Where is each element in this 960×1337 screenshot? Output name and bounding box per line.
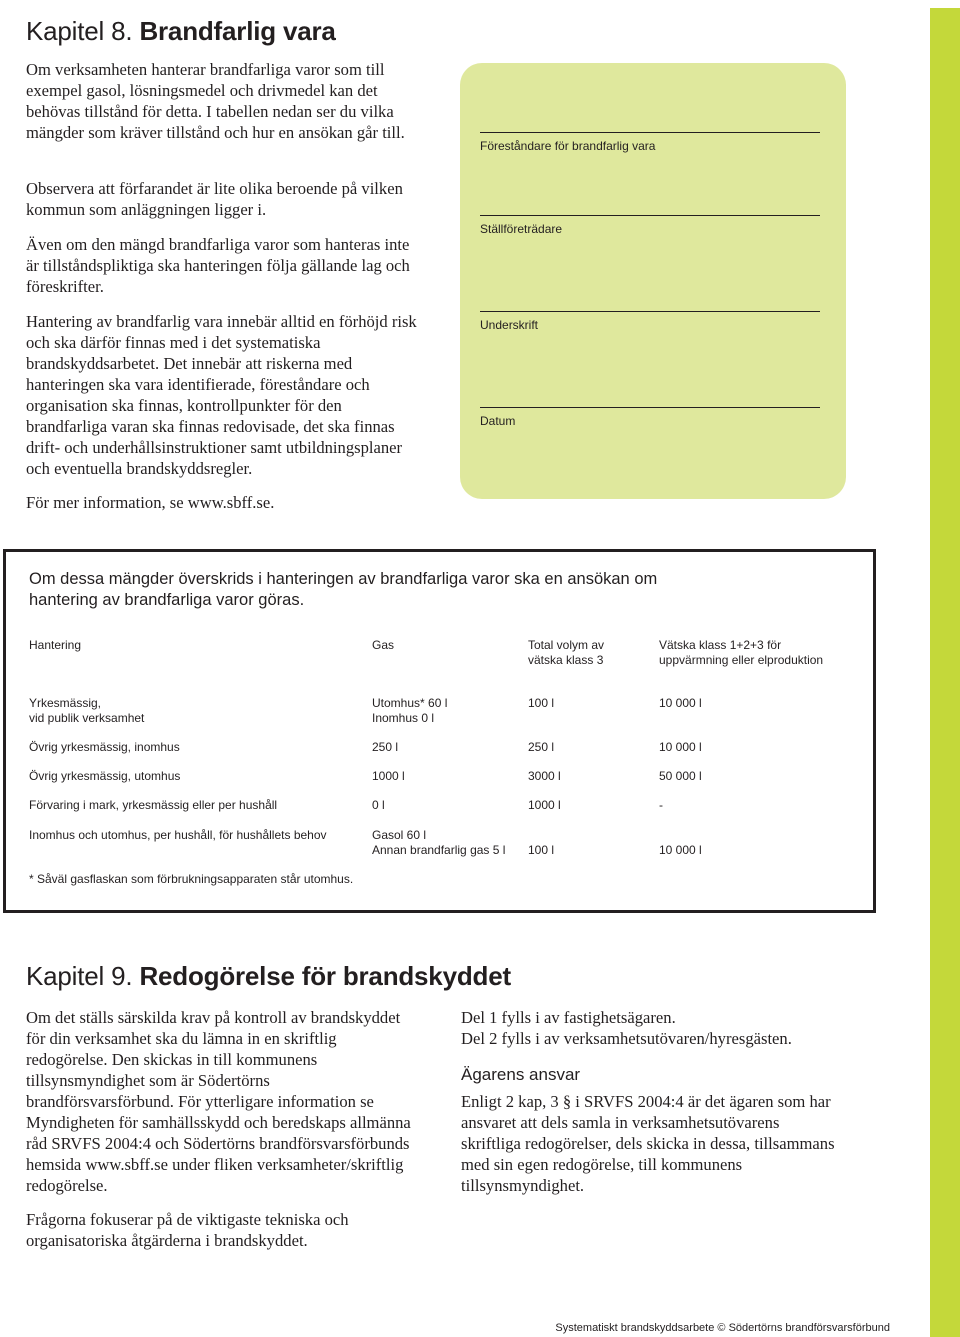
chapter8-para-1: Om verksamheten hanterar brandfarliga varor som till exempel gasol, lösningsmedel och drivmedel kan det behövas tillstånd för detta. I tabellen nedan ser du vilka mängder som kräver tillstånd och hur en ansökan går till. [26,60,405,142]
table-title: Om dessa mängder överskrids i hanteringen av brandfarliga varor ska en ansökan om hantering av brandfarliga varor göras. [29,570,658,609]
table-cell: 100 l [528,843,555,857]
chapter9-title: Redogörelse för brandskyddet [139,961,511,991]
chapter8-para-4: Hantering av brandfarlig vara innebär alltid en förhöjd risk och ska därför finnas med i det systematiska brandskyddsarbetet. Det innebär att riskerna med hanteringen ska vara identifierade, föreståndare och organisation ska finnas, kontrollpunkter för den brandfarliga varan ska finnas redovisade, det ska finnas drift- och underhållsinstruktioner samt utbildningsplaner och eventuella brandskyddsregler. [26,312,417,478]
signature-line-signature[interactable]: Underskrift [480,311,820,332]
chapter9-para-2: Frågorna fokuserar på de viktigaste tekniska och organisatoriska åtgärderna i brandskyddet. [26,1210,349,1250]
chapter8-para-5: För mer information, se www.sbff.se. [26,493,275,512]
table-cell: 250 l [528,740,555,754]
table-cell: 0 l [372,798,385,812]
accent-sidebar [930,8,960,1337]
table-cell: Utomhus* 60 l Inomhus 0 l [372,696,448,725]
table-cell: - [659,798,663,812]
owner-responsibility-text: Enligt 2 kap, 3 § i SRVFS 2004:4 är det ägaren som har ansvaret att dels samla in verksamhetsutövarens skriftliga redogörelser, dels skicka in dessa, tillsammans med sin egen redogörelse, till kommunens tillsynsmyndighet. [461,1092,835,1195]
table-cell: 1000 l [372,769,405,783]
table-cell: Förvaring i mark, yrkesmässig eller per hushåll [29,798,278,812]
table-header-gas: Gas [372,638,395,652]
table-cell: 3000 l [528,769,561,783]
signature-line-deputy[interactable]: Ställföreträdare [480,215,820,236]
table-cell: 10 000 l [659,740,702,754]
chapter8-title: Brandfarlig vara [139,16,336,46]
signature-line-date[interactable]: Datum [480,407,820,428]
owner-responsibility-heading: Ägarens ansvar [461,1065,581,1084]
table-cell: Inomhus och utomhus, per hushåll, för hushållets behov [29,828,327,842]
table-header-total-volume: Total volym av vätska klass 3 [528,638,605,667]
table-cell: Gasol 60 l Annan brandfarlig gas 5 l [372,828,506,857]
table-footnote: * Såväl gasflaskan som förbrukningsapparaten står utomhus. [29,872,354,886]
permit-table [3,549,876,913]
chapter9-number: Kapitel 9. [26,961,133,991]
page-footer: Systematiskt brandskyddsarbete © Södertörns brandförsvarsförbund [555,1322,890,1334]
table-cell: Övrig yrkesmässig, inomhus [29,740,180,754]
chapter8-para-2: Observera att förfarandet är lite olika beroende på vilken kommun som anläggningen ligger i. [26,179,403,219]
signature-box [460,63,846,499]
table-cell: Yrkesmässig, vid publik verksamhet [29,696,145,725]
table-cell: 10 000 l [659,696,702,710]
chapter9-para-1: Om det ställs särskilda krav på kontroll av brandskyddet för din verksamhet ska du lämna in en skriftlig redogörelse. Den skickas in till kommunens tillsynsmyndighet som är Södertörns brandförsvarsförbund. För ytterligare information se Myndigheten för samhällsskydd och beredskaps allmänna råd SRVFS 2004:4 och Södertörns brandförsvarsförbunds hemsida www.sbff.se under fliken verksamheter/skriftlig redogörelse. [26,1008,411,1195]
chapter8-number: Kapitel 8. [26,16,133,46]
chapter8-heading [26,16,336,47]
part2-note: Del 2 fylls i av verksamhetsutövaren/hyresgästen. [461,1029,792,1048]
table-cell: Övrig yrkesmässig, utomhus [29,769,181,783]
chapter8-para-3: Även om den mängd brandfarliga varor som hanteras inte är tillståndspliktiga ska hanteringen följa gällande lag och föreskrifter. [26,235,410,296]
table-cell: 50 000 l [659,769,702,783]
table-header-handling: Hantering [29,638,82,652]
signature-line-manager[interactable]: Föreståndare för brandfarlig vara [480,132,820,153]
part1-note: Del 1 fylls i av fastighetsägaren. [461,1008,676,1027]
chapter9-heading [26,961,511,992]
table-header-liquid: Vätska klass 1+2+3 för uppvärmning eller elproduktion [659,638,824,667]
table-cell: 1000 l [528,798,561,812]
table-cell: 250 l [372,740,399,754]
table-cell: 10 000 l [659,843,702,857]
table-cell: 100 l [528,696,555,710]
